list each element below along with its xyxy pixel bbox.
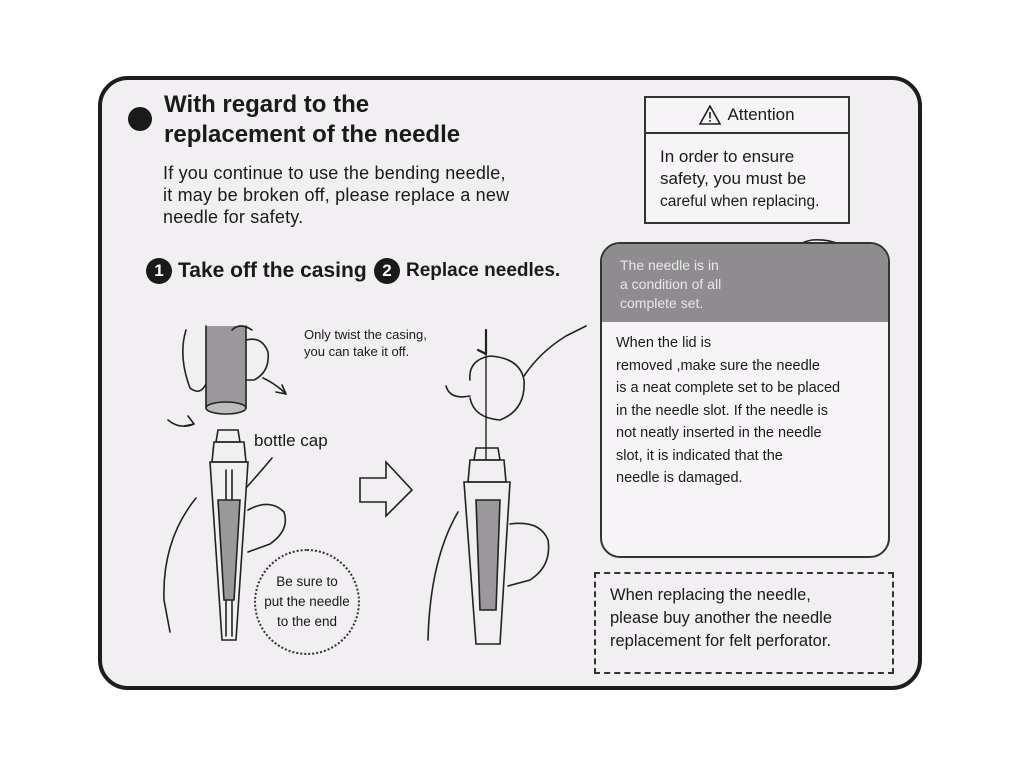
buy-note-line-1: When replacing the needle, bbox=[610, 586, 811, 604]
needle-end-note-line-2: put the needle bbox=[264, 594, 350, 609]
attention-box bbox=[644, 96, 850, 224]
twist-caption-line-2: you can take it off. bbox=[304, 344, 410, 359]
desc-line-6: slot, it is indicated that the bbox=[616, 447, 783, 464]
title-line-2: replacement of the needle bbox=[164, 121, 461, 148]
needle-end-note-line-1: Be sure to bbox=[276, 574, 338, 589]
attention-label: Attention bbox=[727, 105, 795, 124]
desc-line-7: needle is damaged. bbox=[616, 470, 743, 486]
page-title bbox=[164, 90, 460, 150]
step-1-number: 1 bbox=[146, 258, 172, 284]
bottle-cap-label: bottle cap bbox=[254, 431, 328, 450]
desc-line-4: in the needle slot. If the needle is bbox=[616, 402, 829, 419]
attention-body bbox=[646, 134, 848, 213]
condition-description bbox=[616, 332, 886, 490]
needle-end-note-line-3: to the end bbox=[276, 614, 338, 629]
desc-line-3: is a neat complete set to be placed bbox=[616, 380, 841, 396]
band-line-1: The needle is in bbox=[620, 257, 719, 273]
intro-line-3: needle for safety. bbox=[163, 207, 304, 227]
twist-caption-line-1: Only twist the casing, bbox=[304, 327, 427, 342]
replacement-purchase-note bbox=[594, 572, 894, 674]
intro-line-1: If you continue to use the bending needle, bbox=[163, 163, 506, 183]
step-1-label: Take off the casing bbox=[178, 259, 367, 282]
intro-text bbox=[163, 162, 583, 228]
buy-note-line-2: please buy another the needle bbox=[610, 609, 833, 627]
attention-header bbox=[646, 98, 848, 134]
needle-condition-panel bbox=[600, 242, 890, 558]
step-2-label: Replace needles. bbox=[406, 260, 561, 281]
desc-line-2: removed ,make sure the needle bbox=[616, 357, 820, 374]
band-line-3: complete set. bbox=[620, 295, 704, 311]
intro-line-2: it may be broken off, please replace a new bbox=[163, 185, 510, 205]
buy-note-line-3: replacement for felt perforator. bbox=[610, 632, 832, 650]
bullet-dot bbox=[128, 107, 152, 131]
condition-band-text bbox=[620, 256, 770, 313]
twist-caption bbox=[304, 326, 427, 360]
step-2-heading bbox=[374, 258, 560, 284]
step-2-number: 2 bbox=[374, 258, 400, 284]
warning-triangle-icon bbox=[699, 105, 721, 125]
attention-line-1: In order to ensure bbox=[660, 147, 795, 166]
desc-line-5: not neatly inserted in the needle bbox=[616, 425, 822, 441]
step-1-heading bbox=[146, 258, 367, 284]
band-line-2: a condition of all bbox=[620, 276, 722, 292]
desc-line-1: When the lid is bbox=[616, 335, 712, 351]
attention-line-3: careful when replacing. bbox=[660, 193, 820, 210]
title-line-1: With regard to the bbox=[164, 91, 370, 118]
attention-line-2: safety, you must be bbox=[660, 169, 807, 188]
needle-end-note bbox=[254, 549, 360, 655]
